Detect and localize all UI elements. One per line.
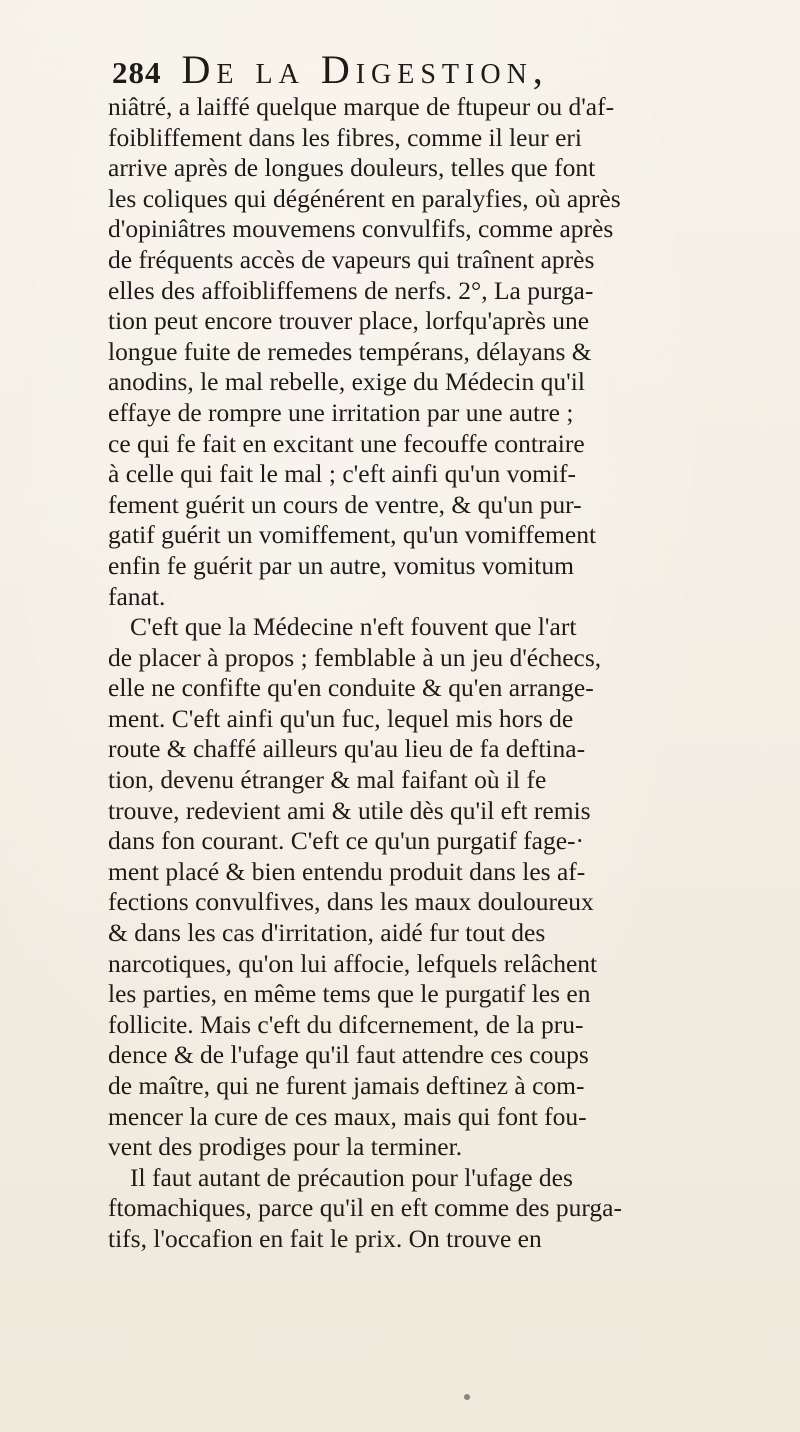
text-line: follicite. Mais c'eft du difcernement, de la pru- [108, 1009, 584, 1039]
text-line: anodins, le mal rebelle, exige du Médecin qu'il [108, 367, 585, 397]
text-line: & dans les cas d'irritation, aidé fur tout des [108, 918, 546, 948]
text-line: trouve, redevient ami & utile dès qu'il eft remis [108, 795, 591, 825]
text-line: ment placé & bien entendu produit dans les af- [108, 856, 586, 886]
text-line: fections convulfives, dans les maux douloureux [108, 887, 594, 917]
paragraph-start-line: Il faut autant de précaution pour l'ufage des [130, 1162, 573, 1192]
text-line: ftomachiques, parce qu'il en eft comme des purga- [108, 1193, 622, 1223]
text-line: elles des affoibliffemens de nerfs. 2°, La purga- [108, 275, 594, 305]
text-line: les parties, en même tems que le purgatif les en [108, 979, 591, 1009]
ink-dot-mark [464, 1394, 470, 1400]
text-line: tifs, l'occafion en fait le prix. On trouve en [108, 1223, 542, 1253]
text-line: gatif guérit un vomiffement, qu'un vomiffement [108, 520, 597, 550]
paragraph-start-line: C'eft que la Médecine n'eft fouvent que l'art [130, 612, 577, 642]
text-line: mencer la cure de ces maux, mais qui font fou- [108, 1101, 587, 1131]
text-line: dence & de l'ufage qu'il faut attendre ces coups [108, 1040, 589, 1070]
page-number: 284 [112, 55, 162, 90]
text-line: ce qui fe fait en excitant une fecouffe contraire [108, 428, 585, 458]
text-line: niâtré, a laiffé quelque marque de ftupeur ou d'af- [108, 92, 615, 121]
text-line: de placer à propos ; femblable à un jeu d'échecs, [108, 642, 602, 672]
text-line: route & chaffé ailleurs qu'au lieu de fa deftina- [108, 734, 586, 764]
text-line: arrive après de longues douleurs, telles que font [108, 153, 596, 183]
text-line: elle ne confifte qu'en conduite & qu'en arrange- [108, 673, 594, 703]
text-line: à celle qui fait le mal ; c'eft ainfi qu'un vomif- [108, 459, 577, 489]
text-line: longue fuite de remedes tempérans, délayans & [108, 336, 592, 366]
text-line: d'opiniâtres mouvemens convulfifs, comme après [108, 214, 614, 244]
text-line: tion peut encore trouver place, lorfqu'après une [108, 306, 590, 336]
text-line: fanat. [108, 581, 166, 611]
text-line: vent des prodiges pour la terminer. [108, 1132, 463, 1162]
text-line: les coliques qui dégénérent en paralyfies, où après [108, 183, 621, 213]
body-text [108, 92, 788, 1255]
running-title: De la Digestion, [181, 47, 549, 92]
text-line: foibliffement dans les fibres, comme il leur eri [108, 122, 582, 152]
text-line: de fréquents accès de vapeurs qui traînent après [108, 244, 595, 274]
text-line: effaye de rompre une irritation par une autre ; [108, 397, 574, 427]
text-line: ment. C'eft ainfi qu'un fuc, lequel mis hors de [108, 703, 574, 733]
text-line: narcotiques, qu'on lui affocie, lefquels relâchent [108, 948, 598, 978]
text-line: dans fon courant. C'eft ce qu'un purgatif fage-· [108, 826, 585, 856]
text-line: tion, devenu étranger & mal faifant où il fe [108, 765, 547, 795]
text-line: enfin fe guérit par un autre, vomitus vomitum [108, 550, 574, 580]
page-header [112, 46, 772, 92]
text-line: fement guérit un cours de ventre, & qu'un pur- [108, 489, 582, 519]
text-line: de maître, qui ne furent jamais deftinez à com- [108, 1071, 585, 1100]
